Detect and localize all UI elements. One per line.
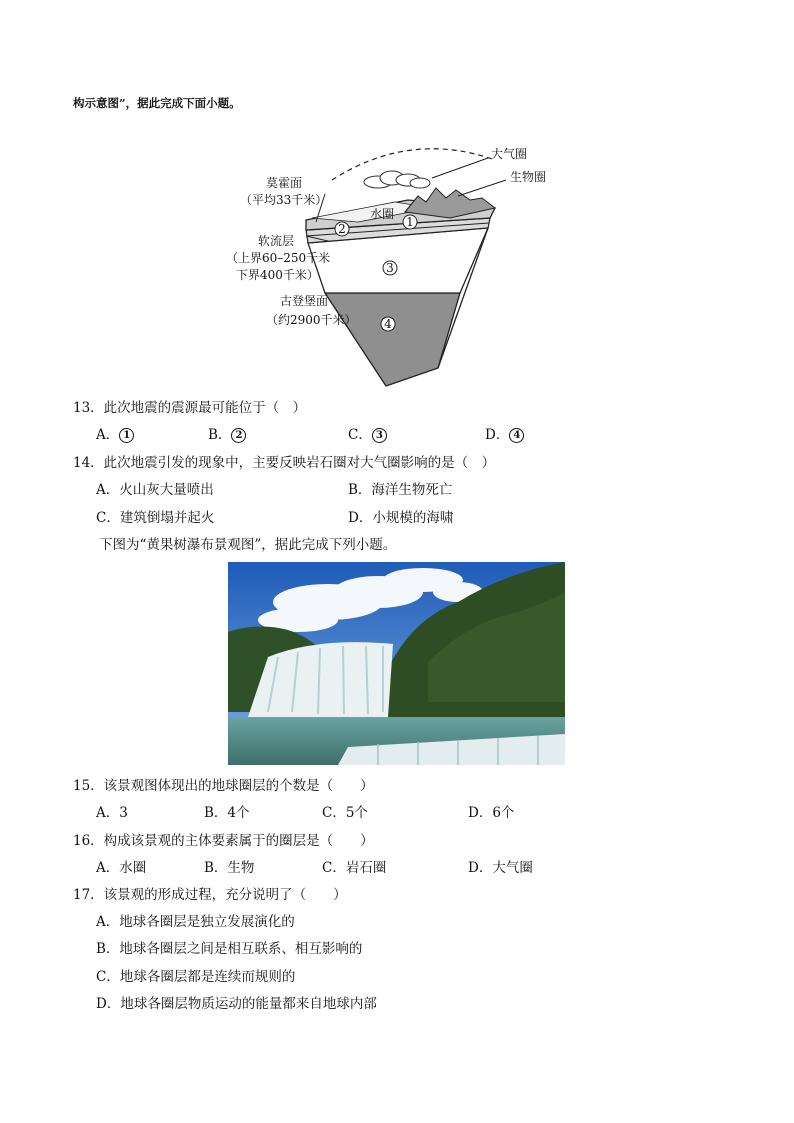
intro-text: 构示意图”，据此完成下面小题。 <box>73 96 241 110</box>
label-n3: 3 <box>386 261 394 275</box>
label-n2: 2 <box>338 222 346 236</box>
q15-option-b: B．4个 <box>204 805 250 821</box>
label-moho: 莫霍面 <box>266 176 303 190</box>
label-astheno-upper: （上界60–250千米 <box>226 251 331 265</box>
circled-number: 3 <box>372 428 387 443</box>
label-atmosphere: 大气圈 <box>491 147 528 161</box>
label-n1: 1 <box>406 215 414 229</box>
layer-4-core <box>325 293 460 386</box>
q13-option-b <box>208 426 246 444</box>
circled-number: 1 <box>119 428 134 443</box>
q17-option-d: D．地球各圈层物质运动的能量都来自地球内部 <box>96 996 377 1012</box>
q14-option-d: D．小规模的海啸 <box>348 510 454 526</box>
q14-stem: 14．此次地震引发的现象中，主要反映岩石圈对大气圈影响的是（ ） <box>73 455 496 471</box>
q17-option-a: A．地球各圈层是独立发展演化的 <box>96 914 295 930</box>
waterfall-photo <box>228 562 565 765</box>
option-letter: D． <box>485 427 510 443</box>
label-gutenberg: 古登堡面 <box>280 294 329 308</box>
q13-option-a <box>96 426 134 444</box>
label-hydrosphere: 水圈 <box>370 207 395 221</box>
q15-option-a: A．3 <box>96 805 128 821</box>
cloud-icon <box>364 171 430 188</box>
q14-option-a: A．火山灰大量喷出 <box>96 482 214 498</box>
label-n4: 4 <box>384 317 392 331</box>
q13-stem: 13．此次地震的震源最可能位于（ ） <box>73 400 307 416</box>
q15-option-d: D．6个 <box>468 805 515 821</box>
earth-structure-diagram <box>220 138 565 390</box>
q17-stem: 17．该景观的形成过程，充分说明了（ ） <box>73 887 347 903</box>
q16-option-a: A．水圈 <box>96 860 147 876</box>
q15-stem: 15．该景观图体现出的地球圈层的个数是（ ） <box>73 778 374 794</box>
option-letter: A． <box>96 427 120 443</box>
q16-option-d: D．大气圈 <box>468 860 533 876</box>
q13-option-d <box>485 426 524 444</box>
circled-number: 2 <box>231 428 246 443</box>
circled-number: 4 <box>509 428 524 443</box>
q13-option-c <box>348 426 387 444</box>
label-biosphere: 生物圈 <box>510 170 547 184</box>
q16-stem: 16．构成该景观的主体要素属于的圈层是（ ） <box>73 833 374 849</box>
q17-option-b: B．地球各圈层之间是相互联系、相互影响的 <box>96 941 363 957</box>
label-gutenberg-depth: （约2900千米） <box>266 313 357 327</box>
option-letter: B． <box>208 427 232 443</box>
option-letter: C． <box>348 427 372 443</box>
q16-option-c: C．岩石圈 <box>322 860 387 876</box>
label-asthenosphere: 软流层 <box>258 234 295 248</box>
q15-option-c: C．5个 <box>322 805 368 821</box>
q14-option-b: B．海洋生物死亡 <box>348 482 453 498</box>
q14-option-c: C．建筑倒塌并起火 <box>96 510 215 526</box>
label-astheno-lower: 下界400千米） <box>236 268 319 282</box>
label-moho-depth: （平均33千米） <box>240 193 328 207</box>
q17-option-c: C．地球各圈层都是连续而规则的 <box>96 969 296 985</box>
intro2-text: 下图为“黄果树瀑布景观图”，据此完成下列小题。 <box>99 537 397 553</box>
q16-option-b: B．生物 <box>204 860 255 876</box>
